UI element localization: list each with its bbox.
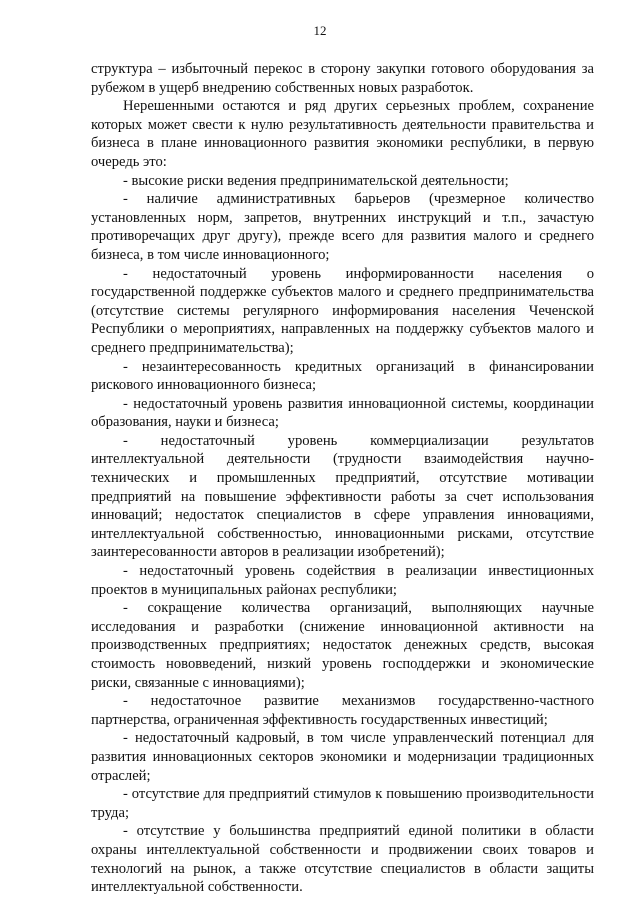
list-item-research-reduction: - сокращение количества организаций, выполняющих научные исследования и разработки (снижение инновационной активности на производственных предприятиях; недостаток денежных средств, высокая стоимость нововведений, низкий уровень господдержки и экономические риски, связанные с инновациями);	[91, 600, 594, 691]
paragraph-intro: Нерешенными остаются и ряд других серьезных проблем, сохранение которых может свести к нулю результативность деятельности правительства и бизнеса в плане инновационного развития экономики республики, в первую очередь это:	[91, 98, 594, 170]
page-number: 12	[313, 23, 327, 38]
list-item-personnel: - недостаточный кадровый, в том числе управленческий потенциал для развития инновационных секторов экономики и модернизации традиционных отраслей;	[91, 730, 594, 784]
list-item-credit-organizations: - незаинтересованность кредитных организаций в финансировании рискового инновационного бизнеса;	[91, 358, 594, 394]
list-item-ppp: - недостаточное развитие механизмов государственно-частного партнерства, ограниченная эффективность государственных инвестиций;	[91, 693, 594, 728]
list-item-commercialization: - недостаточный уровень коммерциализации результатов интеллектуальной деятельности (трудности взаимодействия научно-технических и промышленных предприятий, отсутствие мотивации предприятий на повышение эффективности работы за счет использования инноваций; недостаток специалистов в сфере управления инновациями, интеллектуальной собственностью, инновационными рисками, отсутствие заинтересованности авторов в реализации изобретений);	[91, 432, 594, 561]
list-item-investment-support: - недостаточный уровень содействия в реализации инвестиционных проектов в муниципальных районах республики;	[91, 563, 594, 598]
list-item-awareness: - недостаточный уровень информированности населения о государственной поддержке субъектов малого и среднего предпринимательства (отсутствие системы регулярного информирования населения Чеченской Республики о мероприятиях, направленных на поддержку субъектов малого и среднего предпринимательства);	[91, 265, 594, 356]
paragraph-continuation: структура – избыточный перекос в сторону закупки готового оборудования за рубежом в ущерб внедрению собственных новых разработок.	[91, 61, 594, 96]
list-item-business-risks: - высокие риски ведения предпринимательской деятельности;	[123, 172, 509, 189]
list-item-productivity-incentives: - отсутствие для предприятий стимулов к повышению производительности труда;	[91, 786, 594, 821]
list-item-ip-protection: - отсутствие у большинства предприятий единой политики в области охраны интеллектуальной собственности и продвижении своих товаров и технологий на рынок, а также отсутствие специалистов в области защиты интеллектуальной собственности.	[91, 823, 594, 896]
list-item-admin-barriers: - наличие административных барьеров (чрезмерное количество установленных норм, запретов, внутренних инструкций и т.п., зачастую противоречащих друг другу), прежде всего для развития малого и среднего бизнеса, в том числе инновационного;	[91, 191, 594, 263]
list-item-innovation-system: - недостаточный уровень развития инновационной системы, координации образования, науки и бизнеса;	[91, 395, 594, 431]
document-body	[91, 60, 594, 897]
